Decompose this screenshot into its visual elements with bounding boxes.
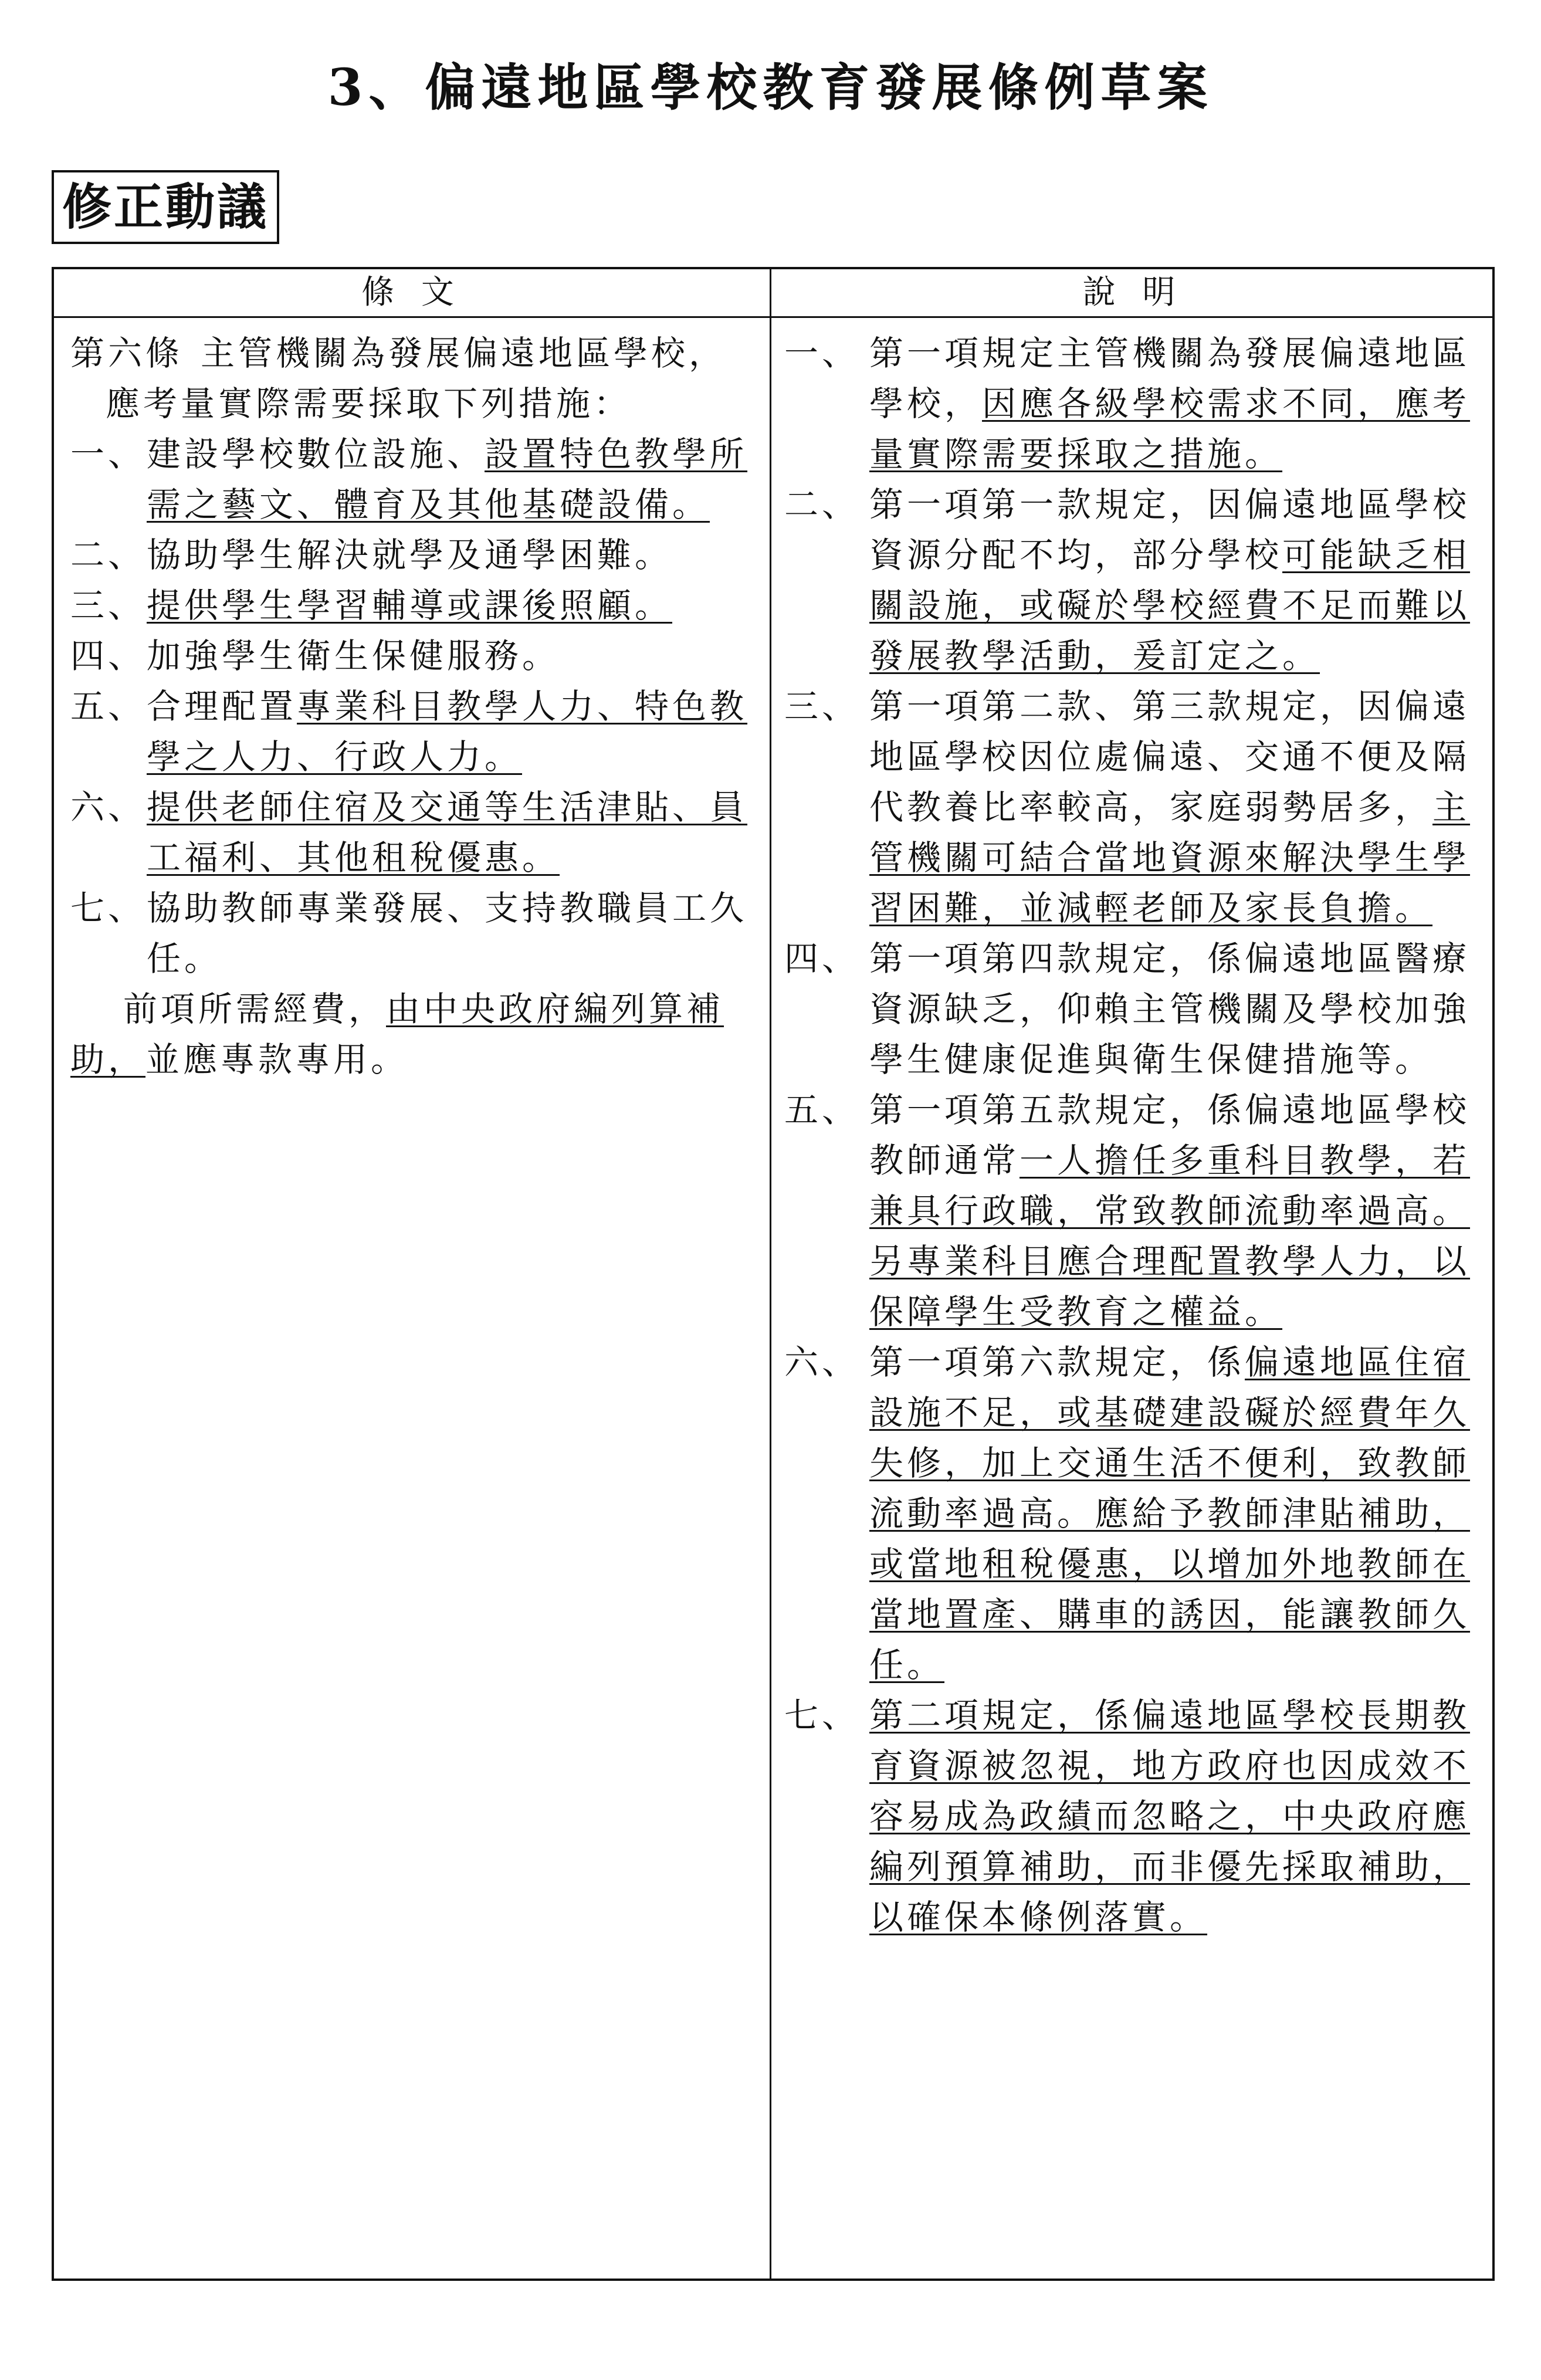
item-text: 協助學生解決就學及通學困難。 xyxy=(147,535,673,575)
para2-text: 前項所需經費， xyxy=(123,989,387,1029)
item-text-underlined: 提供老師住宿及交通等生活津貼、員工福利、其他租稅優惠。 xyxy=(147,787,748,878)
article-intro-text: 主管機關為發展偏遠地區學校，應考量實際需要採取下列措施： xyxy=(106,333,727,424)
explanation-number: 六、 xyxy=(784,1342,860,1382)
column-divider xyxy=(770,269,771,2279)
explanation-text-underlined: 可能缺乏相關設施，或礙於學校經費不足而難以發展教學活動，爰訂定之。 xyxy=(869,535,1471,676)
article-column xyxy=(70,328,757,1085)
item-text: 合理配置 xyxy=(147,686,297,726)
header-article: 條 文 xyxy=(361,273,462,312)
item-number: 二、 xyxy=(70,535,146,575)
item-text-underlined: 設置特色教學所需之藝文、體育及其他基礎設備。 xyxy=(147,434,748,524)
item-number: 六、 xyxy=(70,787,146,827)
header-explanation: 說 明 xyxy=(1082,273,1184,312)
item-text: 建設學校數位設施、 xyxy=(147,434,485,474)
explanation-item xyxy=(784,479,1476,681)
explanation-number: 二、 xyxy=(784,485,860,524)
explanation-number: 三、 xyxy=(784,686,860,726)
explanation-text-underlined: 偏遠地區住宿設施不足，或基礎建設礙於經費年久失修，加上交通生活不便利，致教師流動率過高。應給予教師津貼補助，或當地租稅優惠，以增加外地教師在當地置產、購車的誘因，能讓教師久任。 xyxy=(869,1342,1471,1685)
article-item xyxy=(70,883,757,984)
explanation-text-underlined: 因應各級學校需求不同，應考量實際需要採取之措施。 xyxy=(869,384,1471,474)
explanation-item xyxy=(784,933,1476,1085)
explanation-text: 第一項第六款規定，係 xyxy=(869,1342,1245,1382)
header-divider xyxy=(54,316,1492,318)
explanation-item xyxy=(784,1085,1476,1337)
article-item xyxy=(70,631,757,681)
para2-text-end: 並應專款專用。 xyxy=(145,1040,409,1079)
explanation-text: 第一項第四款規定，係偏遠地區醫療資源缺乏，仰賴主管機關及學校加強學生健康促進與衛生保健措施等。 xyxy=(869,939,1471,1079)
explanation-item xyxy=(784,681,1476,933)
explanation-item xyxy=(784,1690,1476,1942)
explanation-text: 第一項第一款規定，因偏遠地區學校資源分配不均，部分學校 xyxy=(869,485,1471,575)
explanation-number: 四、 xyxy=(784,939,860,979)
comparison-table xyxy=(52,267,1495,2281)
item-number: 四、 xyxy=(70,636,146,676)
item-text-underlined: 提供學生學習輔導或課後照顧。 xyxy=(147,585,673,625)
explanation-number: 五、 xyxy=(784,1090,860,1130)
item-number: 七、 xyxy=(70,888,146,928)
article-item xyxy=(70,530,757,580)
article-item xyxy=(70,580,757,631)
item-text: 協助教師專業發展、支持教職員工久任。 xyxy=(147,888,748,979)
explanation-text: 第一項規定主管機關為發展偏遠地區學校， xyxy=(869,333,1471,424)
explanation-column xyxy=(784,328,1476,1942)
item-number: 五、 xyxy=(70,686,146,726)
article-paragraph-2 xyxy=(70,984,757,1085)
explanation-text-underlined: 主管機關可結合當地資源來解決學生學習困難，並減輕老師及家長負擔。 xyxy=(869,787,1471,928)
item-text-underlined: 專業科目教學人力、特色教學之人力、行政人力。 xyxy=(147,686,748,777)
article-item xyxy=(70,782,757,883)
explanation-item xyxy=(784,328,1476,479)
item-number: 一、 xyxy=(70,434,146,474)
para2-underlined: 由中央政府編列算補助， xyxy=(70,989,724,1079)
explanation-text: 第一項第五款規定，係偏遠地區學校教師通常 xyxy=(869,1090,1471,1180)
explanation-text: 第一項第二款、第三款規定，因偏遠地區學校因位處偏遠、交通不便及隔代教養比率較高，家庭弱勢居多， xyxy=(869,686,1471,827)
page-title: 3、偏遠地區學校教育發展條例草案 xyxy=(327,58,1214,117)
article-label: 第六條 xyxy=(70,333,184,373)
explanation-text-underlined: 一人擔任多重科目教學，若兼具行政職，常致教師流動率過高。另專業科目應合理配置教學人力，以保障學生受教育之權益。 xyxy=(869,1140,1471,1332)
explanation-text-underlined: 第二項規定，係偏遠地區學校長期教育資源被忽視，地方政府也因成效不容易成為政績而忽略之，中央政府應編列預算補助，而非優先採取補助，以確保本條例落實。 xyxy=(869,1695,1471,1937)
article-item xyxy=(70,681,757,782)
article-intro xyxy=(70,328,757,429)
item-text: 加強學生衛生保健服務。 xyxy=(147,636,560,676)
explanation-number: 七、 xyxy=(784,1695,860,1735)
article-item xyxy=(70,429,757,530)
item-number: 三、 xyxy=(70,585,146,625)
motion-label: 修正動議 xyxy=(52,170,279,244)
explanation-item xyxy=(784,1337,1476,1690)
explanation-number: 一、 xyxy=(784,333,860,373)
